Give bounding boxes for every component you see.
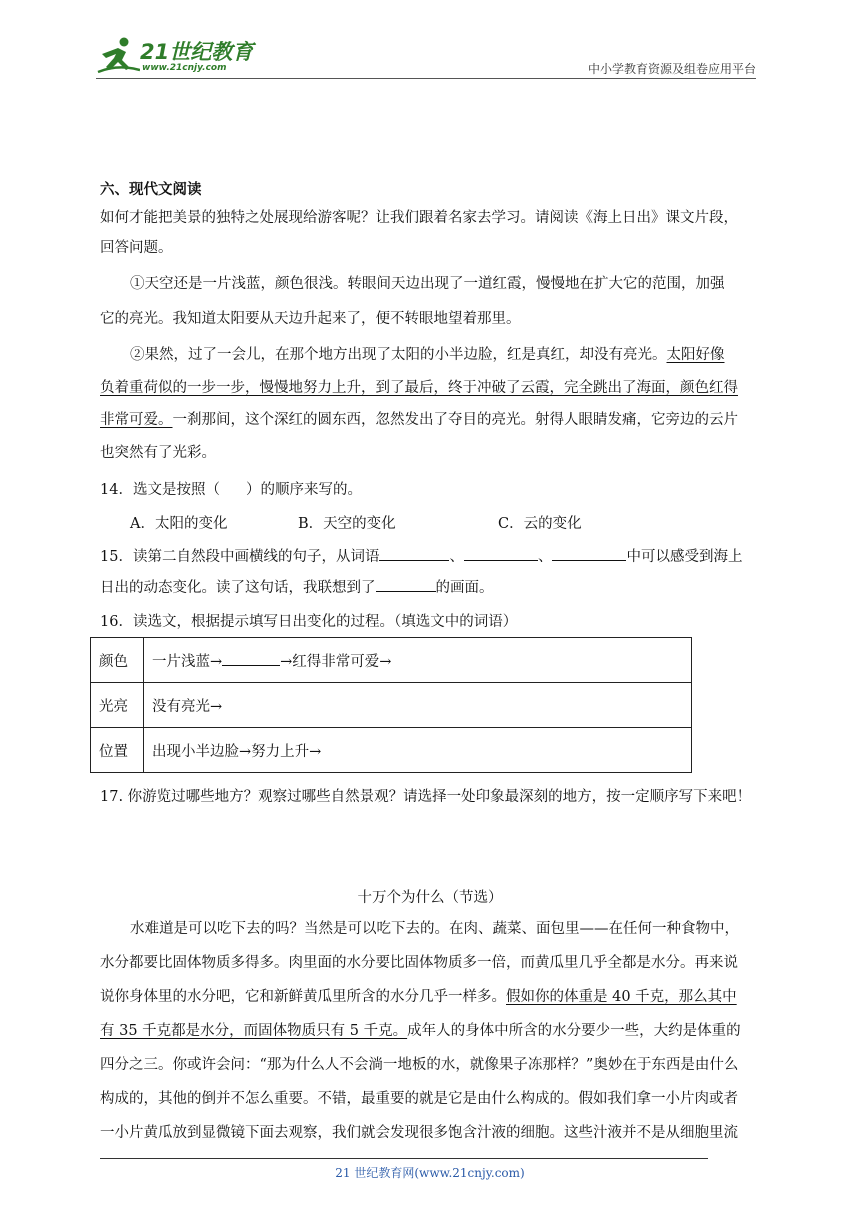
question-14 xyxy=(100,480,764,500)
para2-underlined-start: 太阳好像 xyxy=(666,347,725,363)
passage2-underlined-start: 假如你的体重是 40 千克，那么其中 xyxy=(506,989,737,1005)
question-16: 16．读选文，根据提示填写日出变化的过程。（填选文中的词语） xyxy=(100,614,518,630)
passage1-para1-line1: ①天空还是一片浅蓝，颜色很浅。转眼间天边出现了一道红霞，慢慢地在扩大它的范围，加强 xyxy=(130,276,725,292)
passage2-line7: 一小片黄瓜放到显微镜下面去观察，我们就会发现很多饱含汁液的细胞。这些汁液并不是从细胞里流 xyxy=(100,1125,738,1141)
site-logo xyxy=(96,34,266,76)
question-15-line2 xyxy=(100,577,764,598)
q15-line2-a: 日出的动态变化。读了这句话，我联想到了 xyxy=(100,580,376,596)
para2-line3-text: 一刹那间，这个深红的圆东西，忽然发出了夺目的亮光。射得人眼睛发痛，它旁边的云片 xyxy=(172,412,738,428)
q15-sep-1: 、 xyxy=(449,549,464,565)
passage2-line3-text: 说你身体里的水分吧，它和新鲜黄瓜里所含的水分几乎一样多。 xyxy=(100,989,506,1005)
table-row xyxy=(91,638,692,683)
row-label-brightness: 光亮 xyxy=(91,683,144,728)
table-row xyxy=(91,683,692,728)
q15-stem-a: 15．读第二自然段中画横线的句子，从词语 xyxy=(100,549,380,565)
passage2-line1: 水难道是可以吃下去的吗？当然是可以吃下去的。在肉、蔬菜、面包里——在任何一种食物中， xyxy=(130,921,739,937)
color-blank[interactable] xyxy=(222,651,280,666)
q15-sep-2: 、 xyxy=(537,549,553,565)
q15-blank-4[interactable] xyxy=(376,577,436,592)
passage1-para1-line2: 它的亮光。我知道太阳要从天边升起来了，便不转眼地望着那里。 xyxy=(100,311,521,327)
row-content-brightness[interactable] xyxy=(144,683,692,728)
q15-line2-b: 的画面。 xyxy=(435,580,494,596)
passage2-line2: 水分都要比固体物质多得多。肉里面的水分要比固体物质多一倍，而黄瓜里几乎全都是水分。再来说 xyxy=(100,955,738,971)
passage2-title: 十万个为什么（节选） xyxy=(357,890,503,906)
q14-option-c[interactable]: C．云的变化 xyxy=(498,516,582,532)
passage2-line5: 四分之三。你或许会问：“那为什么人不会淌一地板的水，就像果子冻那样？”奥妙在于东西是由什么 xyxy=(100,1057,739,1073)
q14-option-b[interactable]: B．天空的变化 xyxy=(298,516,396,532)
runner-logo-icon xyxy=(96,34,140,76)
passage2-line4-text: 成年人的身体中所含的水分要少一些，大约是体重的 xyxy=(407,1023,741,1039)
table-row xyxy=(91,728,692,773)
passage2-line6: 构成的，其他的倒并不怎么重要。不错，最重要的就是它是由什么构成的。假如我们拿一小片肉或者 xyxy=(100,1091,738,1107)
section-intro-line1: 如何才能把美景的独特之处展现给游客呢？让我们跟着名家去学习。请阅读《海上日出》课文片段， xyxy=(100,210,738,226)
para2-line1-text: ②果然，过了一会儿，在那个地方出现了太阳的小半边脸，红是真红，却没有亮光。 xyxy=(130,347,667,363)
q14-stem-a: 14．选文是按照（ xyxy=(100,482,220,498)
passage2-underlined-end: 有 35 千克都是水分，而固体物质只有 5 千克。 xyxy=(100,1023,408,1039)
q14-options xyxy=(100,512,764,532)
page-header xyxy=(96,30,756,82)
position-text: 出现小半边脸→努力上升→ xyxy=(152,743,322,760)
brightness-text: 没有亮光→ xyxy=(152,698,223,715)
passage1-para2-line4: 也突然有了光彩。 xyxy=(100,445,216,461)
question-15-line1 xyxy=(100,546,764,567)
q15-blank-3[interactable] xyxy=(552,546,626,561)
row-label-color: 颜色 xyxy=(91,638,144,683)
row-content-position[interactable] xyxy=(144,728,692,773)
passage1-para2-line1 xyxy=(130,345,764,365)
question-17: 17. 你游览过哪些地方？观察过哪些自然景观？请选择一处印象最深刻的地方，按一定顺序写下来吧！ xyxy=(100,789,752,805)
section-title: 六、现代文阅读 xyxy=(100,182,202,198)
footer-text: 21 世纪教育网(www.21cnjy.com) xyxy=(335,1166,525,1180)
q16-fill-table xyxy=(90,637,692,773)
header-divider xyxy=(96,78,756,79)
color-text-end: →红得非常可爱→ xyxy=(280,653,392,670)
section-intro-line2: 回答问题。 xyxy=(100,240,173,256)
q15-blank-2[interactable] xyxy=(464,546,538,561)
passage2-line3 xyxy=(100,987,770,1007)
logo-text: 21世纪教育 xyxy=(140,40,254,64)
row-content-color[interactable] xyxy=(144,638,692,683)
q15-stem-b: 中可以感受到海上 xyxy=(626,549,743,565)
passage1-para2-line3 xyxy=(100,410,764,430)
footer-divider xyxy=(100,1158,708,1159)
platform-name: 中小学教育资源及组卷应用平台 xyxy=(587,62,756,76)
row-label-position: 位置 xyxy=(91,728,144,773)
para2-underlined-end: 非常可爱。 xyxy=(100,412,173,428)
q14-stem-b: ）的顺序来写的。 xyxy=(245,482,362,498)
color-text-start: 一片浅蓝→ xyxy=(152,653,223,670)
passage2-line4 xyxy=(100,1021,770,1041)
passage1-para2-line2: 负着重荷似的一步一步，慢慢地努力上升，到了最后，终于冲破了云霞，完全跳出了海面，颜色红得 xyxy=(100,380,738,396)
logo-url: www.21cnjy.com xyxy=(142,63,227,73)
q15-blank-1[interactable] xyxy=(379,546,449,561)
q14-option-a[interactable]: A．太阳的变化 xyxy=(130,516,228,532)
